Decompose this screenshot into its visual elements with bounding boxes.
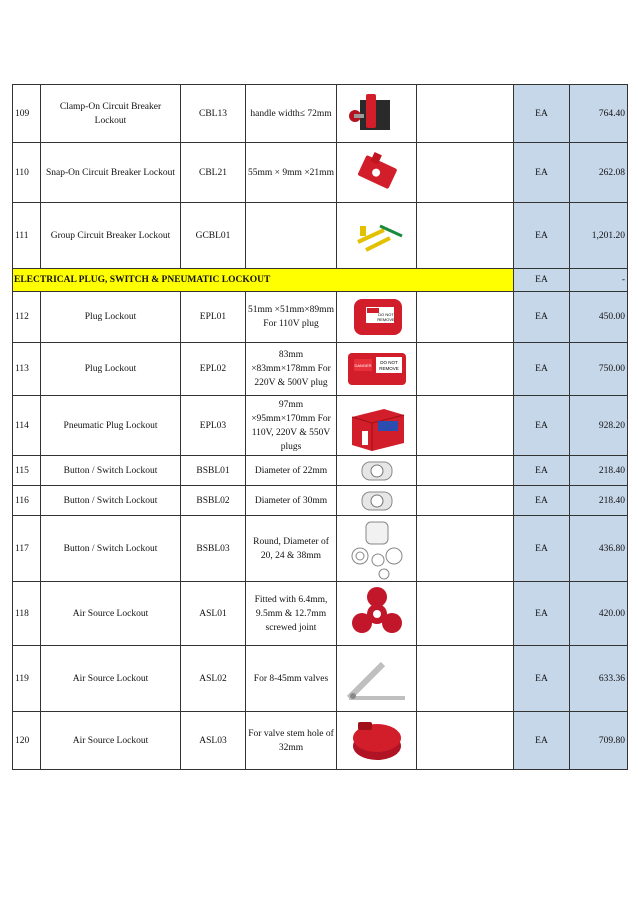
item-price: 764.40 (570, 85, 628, 143)
item-description: Button / Switch Lockout (41, 486, 181, 516)
product-image-graphic (343, 654, 411, 704)
product-image (337, 292, 417, 343)
table-row (13, 343, 628, 396)
table-row (13, 292, 628, 343)
item-unit: EA (514, 712, 570, 770)
item-number: 117 (13, 516, 41, 582)
product-image (337, 456, 417, 486)
item-spec: 83mm ×83mm×178mm For 220V & 500V plug (246, 343, 337, 396)
product-image (337, 343, 417, 396)
item-price: 218.40 (570, 456, 628, 486)
item-price: 1,201.20 (570, 203, 628, 269)
product-image (337, 582, 417, 646)
item-unit: EA (514, 396, 570, 456)
table-row (13, 646, 628, 712)
item-code: BSBL03 (181, 516, 246, 582)
item-unit: EA (514, 582, 570, 646)
item-number: 110 (13, 143, 41, 203)
item-price: 709.80 (570, 712, 628, 770)
item-spec: handle width≤ 72mm (246, 85, 337, 143)
item-spec: 55mm × 9mm ×21mm (246, 143, 337, 203)
item-number: 113 (13, 343, 41, 396)
item-number: 111 (13, 203, 41, 269)
item-price: 633.36 (570, 646, 628, 712)
svg-text:DO NOT: DO NOT (379, 360, 398, 365)
item-description: Air Source Lockout (41, 582, 181, 646)
item-code: ASL01 (181, 582, 246, 646)
item-unit: EA (514, 292, 570, 343)
item-number: 120 (13, 712, 41, 770)
item-description: Plug Lockout (41, 343, 181, 396)
item-code: EPL02 (181, 343, 246, 396)
section-unit: EA (514, 269, 570, 292)
item-code: GCBL01 (181, 203, 246, 269)
table-row (13, 396, 628, 456)
blank-cell (417, 85, 514, 143)
item-description: Plug Lockout (41, 292, 181, 343)
item-unit: EA (514, 143, 570, 203)
product-image (337, 85, 417, 143)
item-code: BSBL01 (181, 456, 246, 486)
item-spec: Diameter of 22mm (246, 456, 337, 486)
table-row (13, 203, 628, 269)
item-number: 119 (13, 646, 41, 712)
item-price: 928.20 (570, 396, 628, 456)
blank-cell (417, 203, 514, 269)
table-row (13, 516, 628, 582)
item-description: Clamp-On Circuit Breaker Lockout (41, 85, 181, 143)
product-image-graphic (344, 345, 410, 393)
item-code: ASL03 (181, 712, 246, 770)
section-price: - (570, 269, 628, 292)
table-row (13, 486, 628, 516)
product-image-graphic (346, 149, 408, 197)
blank-cell (417, 292, 514, 343)
item-price: 262.08 (570, 143, 628, 203)
item-code: ASL02 (181, 646, 246, 712)
item-unit: EA (514, 486, 570, 516)
product-image-graphic (344, 399, 410, 453)
item-description: Snap-On Circuit Breaker Lockout (41, 143, 181, 203)
blank-cell (417, 646, 514, 712)
item-spec: Round, Diameter of 20, 24 & 38mm (246, 516, 337, 582)
item-code: CBL13 (181, 85, 246, 143)
item-unit: EA (514, 646, 570, 712)
table-row (13, 85, 628, 143)
table-row (13, 143, 628, 203)
svg-text:REMOVE: REMOVE (376, 317, 395, 322)
product-image-graphic (346, 518, 408, 580)
product-image (337, 143, 417, 203)
item-unit: EA (514, 516, 570, 582)
item-spec (246, 203, 337, 269)
item-price: 436.80 (570, 516, 628, 582)
blank-cell (417, 343, 514, 396)
item-price: 420.00 (570, 582, 628, 646)
product-image (337, 646, 417, 712)
item-description: Air Source Lockout (41, 712, 181, 770)
item-code: EPL03 (181, 396, 246, 456)
product-image-graphic (346, 716, 408, 766)
item-number: 115 (13, 456, 41, 486)
item-description: Air Source Lockout (41, 646, 181, 712)
svg-text:REMOVE: REMOVE (378, 366, 399, 371)
product-image-graphic (346, 212, 408, 260)
item-number: 116 (13, 486, 41, 516)
item-number: 118 (13, 582, 41, 646)
product-image-graphic (346, 458, 408, 484)
item-description: Pneumatic Plug Lockout (41, 396, 181, 456)
table-row (13, 582, 628, 646)
product-image-graphic (346, 585, 408, 643)
item-spec: 97mm ×95mm×170mm For 110V, 220V & 550V plugs (246, 396, 337, 456)
blank-cell (417, 396, 514, 456)
product-image (337, 516, 417, 582)
product-image-graphic (346, 90, 408, 138)
item-spec: For valve stem hole of 32mm (246, 712, 337, 770)
item-unit: EA (514, 203, 570, 269)
table-row (13, 456, 628, 486)
blank-cell (417, 486, 514, 516)
section-header-row (13, 269, 628, 292)
blank-cell (417, 456, 514, 486)
item-spec: For 8-45mm valves (246, 646, 337, 712)
item-unit: EA (514, 343, 570, 396)
item-unit: EA (514, 85, 570, 143)
product-image-graphic (346, 488, 408, 514)
item-unit: EA (514, 456, 570, 486)
item-spec: 51mm ×51mm×89mm For 110V plug (246, 292, 337, 343)
blank-cell (417, 516, 514, 582)
item-number: 109 (13, 85, 41, 143)
item-number: 112 (13, 292, 41, 343)
product-image (337, 486, 417, 516)
item-spec: Diameter of 30mm (246, 486, 337, 516)
item-price: 450.00 (570, 292, 628, 343)
item-code: CBL21 (181, 143, 246, 203)
blank-cell (417, 143, 514, 203)
item-price: 750.00 (570, 343, 628, 396)
svg-text:DANGER: DANGER (353, 363, 372, 368)
item-code: BSBL02 (181, 486, 246, 516)
table-row (13, 712, 628, 770)
blank-cell (417, 582, 514, 646)
product-image (337, 712, 417, 770)
blank-cell (417, 712, 514, 770)
item-number: 114 (13, 396, 41, 456)
price-list-table (12, 84, 628, 770)
item-code: EPL01 (181, 292, 246, 343)
item-description: Button / Switch Lockout (41, 516, 181, 582)
product-image (337, 203, 417, 269)
item-spec: Fitted with 6.4mm, 9.5mm & 12.7mm screwed joint (246, 582, 337, 646)
item-description: Group Circuit Breaker Lockout (41, 203, 181, 269)
product-image (337, 396, 417, 456)
section-title: ELECTRICAL PLUG, SWITCH & PNEUMATIC LOCKOUT (13, 269, 514, 292)
item-price: 218.40 (570, 486, 628, 516)
product-image-graphic (346, 293, 408, 341)
svg-text:DO NOT: DO NOT (377, 312, 394, 317)
item-description: Button / Switch Lockout (41, 456, 181, 486)
